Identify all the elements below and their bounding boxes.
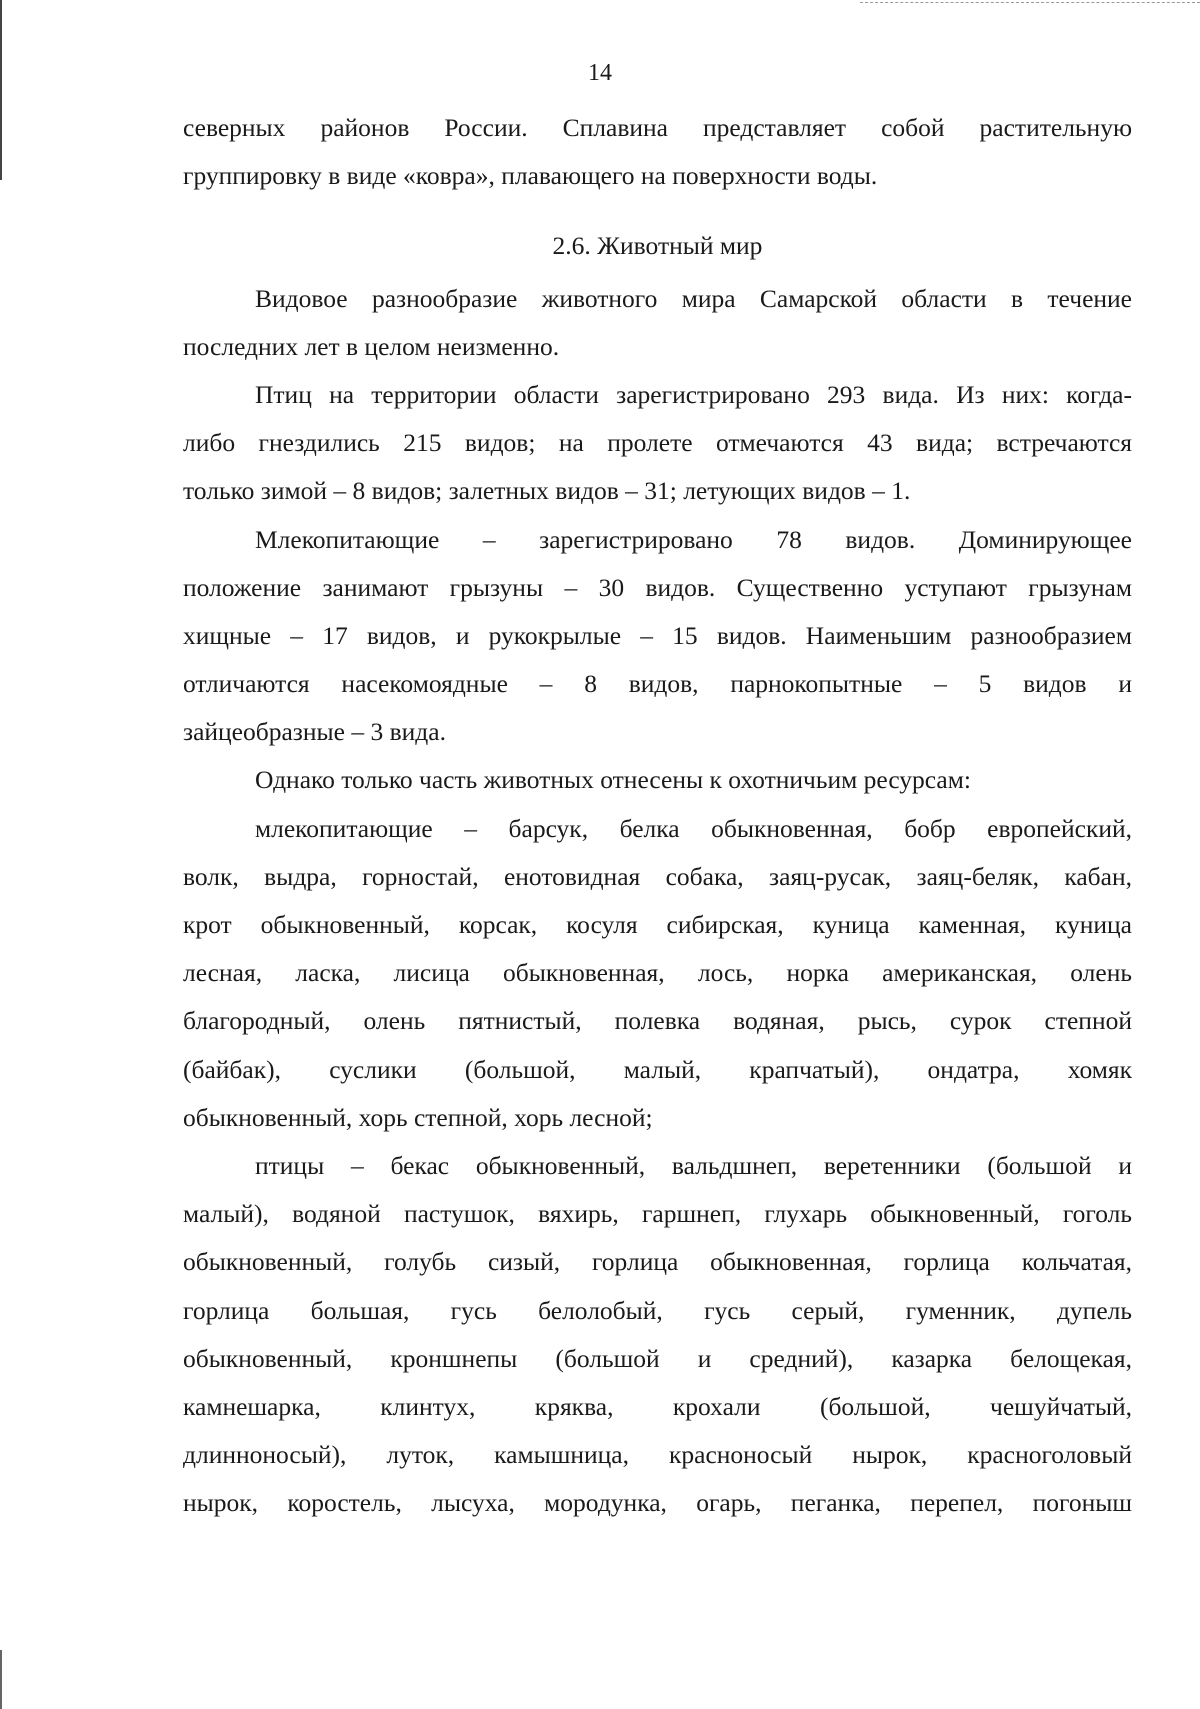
- text-line: камнешарка, клинтух, кряква, крохали (большой, чешуйчатый,: [183, 1391, 1132, 1421]
- text-line: длинноносый), луток, камышница, красноносый нырок, красноголовый: [183, 1440, 1132, 1470]
- spacer: [183, 200, 1132, 222]
- text-line: малый), водяной пастушок, вяхирь, гаршнеп, глухарь обыкновенный, гоголь: [183, 1199, 1132, 1229]
- text-line: млекопитающие – барсук, белка обыкновенная, бобр европейский,: [255, 813, 1132, 843]
- text-line: Птиц на территории области зарегистрировано 293 вида. Из них: когда-: [255, 379, 1132, 409]
- text-line: только зимой – 8 видов; залетных видов – 31; летующих видов – 1.: [183, 476, 911, 506]
- text-line: хищные – 17 видов, и рукокрылые – 15 видов. Наименьшим разнообразием: [183, 620, 1132, 650]
- text-line: обыкновенный, кроншнепы (большой и средний), казарка белощекая,: [183, 1343, 1132, 1373]
- text-line: горлица большая, гусь белолобый, гусь серый, гуменник, дупель: [183, 1295, 1132, 1325]
- text-line: отличаются насекомоядные – 8 видов, парнокопытные – 5 видов и: [183, 669, 1132, 699]
- text-line: крот обыкновенный, корсак, косуля сибирская, куница каменная, куница: [183, 910, 1132, 939]
- scan-top-dash: [860, 2, 1200, 4]
- text-line: Видовое разнообразие животного мира Самарской области в течение: [255, 283, 1132, 313]
- text-line: благородный, олень пятнистый, полевка водяная, рысь, сурок степной: [183, 1006, 1132, 1036]
- document-body: [183, 104, 1132, 1527]
- text-line: зайцеобразные – 3 вида.: [183, 717, 446, 747]
- text-line: лесная, ласка, лисица обыкновенная, лось, норка американская, олень: [183, 958, 1132, 988]
- text-line: волк, выдра, горностай, енотовидная собака, заяц-русак, заяц-беляк, кабан,: [183, 861, 1132, 891]
- text-line: Однако только часть животных отнесены к охотничьим ресурсам:: [255, 765, 971, 795]
- text-line: либо гнездились 215 видов; на пролете отмечаются 43 вида; встречаются: [183, 428, 1132, 458]
- text-line: северных районов России. Сплавина представляет собой растительную: [183, 113, 1132, 142]
- text-line: Млекопитающие – зарегистрировано 78 видов. Доминирующее: [255, 524, 1132, 554]
- scan-edge-mark: [0, 0, 2, 180]
- text-line: нырок, коростель, лысуха, мородунка, огарь, пеганка, перепел, погоныш: [183, 1488, 1132, 1518]
- text-line: положение занимают грызуны – 30 видов. Существенно уступают грызунам: [183, 572, 1132, 602]
- text-line: птицы – бекас обыкновенный, вальдшнеп, веретенники (большой и: [255, 1150, 1132, 1180]
- text-line: группировку в виде «ковра», плавающего на поверхности воды.: [183, 161, 878, 191]
- text-line: последних лет в целом неизменно.: [183, 331, 560, 361]
- scan-edge-mark-bottom: [0, 1650, 2, 1709]
- section-heading: 2.6. Животный мир: [552, 231, 763, 261]
- page-number: 14: [588, 60, 612, 86]
- text-line: обыкновенный, голубь сизый, горлица обыкновенная, горлица кольчатая,: [183, 1247, 1132, 1277]
- text-line: (байбак), суслики (большой, малый, крапчатый), ондатра, хомяк: [183, 1054, 1132, 1084]
- text-line: обыкновенный, хорь степной, хорь лесной;: [183, 1102, 653, 1132]
